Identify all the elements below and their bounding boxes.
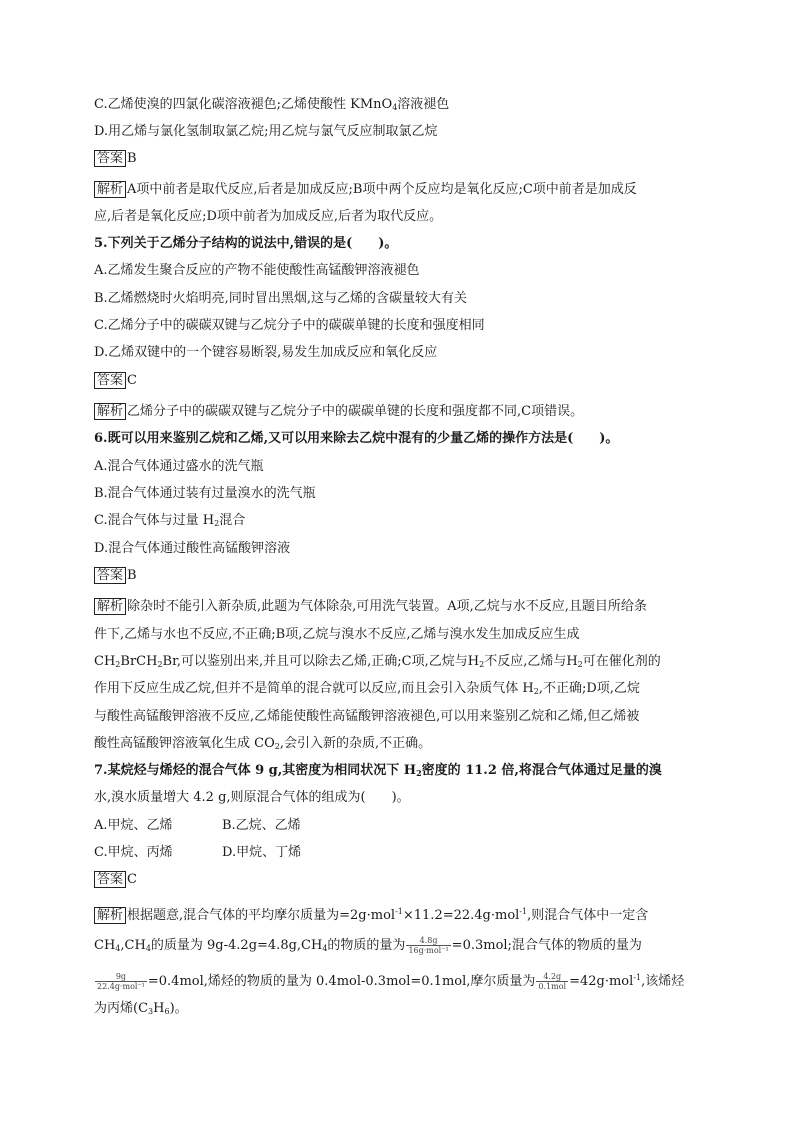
analysis-text: ×11.2=22.4g·mol — [402, 908, 520, 923]
fraction-numerator: 9g — [115, 972, 127, 981]
subscript: 4 — [392, 103, 398, 112]
analysis-text: 件下,乙烯与水也不反应,不正确;B项,乙烷与溴水不反应,乙烯与溴水发生加成反应生成 — [94, 627, 580, 642]
subscript: 2 — [533, 687, 539, 696]
analysis-text: 除杂时不能引入新杂质,此题为气体除杂,可用洗气装置。A项,乙烷与水不反应,且题目所给条 — [127, 599, 647, 614]
option-text: C.乙烯分子中的碳碳双键与乙烷分子中的碳碳单键的长度和强度相同 — [94, 318, 485, 333]
analysis-text: 乙烯分子中的碳碳双键与乙烷分子中的碳碳单键的长度和强度都不同,C项错误。 — [127, 404, 584, 419]
fraction-numerator: 4.8g — [419, 936, 438, 945]
question-7-answer — [94, 871, 700, 889]
option-text: A.甲烷、乙烯 — [94, 818, 173, 833]
answer-line — [94, 150, 700, 168]
analysis-text: ,则混合气体中一定含 — [527, 908, 649, 923]
answer-label: 答案 — [94, 567, 126, 584]
question-6-answer — [94, 567, 700, 585]
analysis-text: CH — [94, 938, 116, 953]
question-6-option-a — [94, 458, 700, 476]
answer-label: 答案 — [94, 372, 126, 389]
question-7-options-cd — [94, 844, 700, 862]
subscript: 2 — [577, 660, 583, 669]
analysis-label: 解析 — [94, 181, 126, 198]
question-6-analysis-cont — [94, 626, 700, 644]
option-text: A.乙烯发生聚合反应的产物不能使酸性高锰酸钾溶液褪色 — [94, 263, 420, 278]
subscript: 2 — [157, 660, 163, 669]
answer-value: B — [127, 151, 137, 166]
superscript: -1 — [519, 907, 528, 916]
fraction — [536, 972, 568, 991]
option-text: C.混合气体与过量 H — [94, 513, 215, 528]
analysis-text: 的物质的量为 — [327, 938, 406, 953]
question-6-analysis-cont — [94, 653, 700, 671]
analysis-text: 不反应,乙烯与H — [484, 654, 578, 669]
analysis-line — [94, 208, 700, 226]
question-text: 6.既可以用来鉴别乙烷和乙烯,又可以用来除去乙烷中混有的少量乙烯的操作方法是( )。 — [94, 431, 619, 446]
question-7-analysis-cont — [94, 1000, 700, 1018]
answer-label: 答案 — [94, 871, 126, 888]
question-text: 密度的 11.2 倍,将混合气体通过足量的溴 — [421, 763, 662, 778]
question-6-option-b — [94, 485, 700, 503]
question-7-analysis-cont — [94, 969, 700, 991]
subscript: 4 — [322, 944, 328, 953]
question-5-option-c — [94, 317, 700, 335]
superscript: -1 — [633, 973, 642, 982]
analysis-text: =42g·mol — [569, 974, 634, 989]
fraction — [406, 936, 450, 955]
subscript: 2 — [214, 519, 220, 528]
question-6-analysis-cont — [94, 680, 700, 698]
question-6-analysis-cont — [94, 735, 700, 753]
analysis-text: ,CH — [120, 938, 146, 953]
analysis-label: 解析 — [94, 403, 126, 420]
analysis-text: Br,可以鉴别出来,并且可以除去乙烯,正确;C项,乙烷与H — [162, 654, 480, 669]
analysis-text: 的质量为 9g-4.2g=4.8g,CH — [150, 938, 323, 953]
option-text: D.甲烷、丁烯 — [222, 845, 302, 860]
analysis-text: 为丙烯(C — [94, 1001, 149, 1016]
question-6-option-c — [94, 512, 700, 530]
answer-value: C — [127, 872, 137, 887]
fraction-numerator: 4.2g — [543, 972, 562, 981]
analysis-text: ,不正确;D项,乙烷 — [538, 681, 640, 696]
analysis-text: 作用下反应生成乙烷,但并不是简单的混合就可以反应,而且会引入杂质气体 H — [94, 681, 534, 696]
fraction-denominator: 16g·mol⁻¹ — [408, 946, 449, 955]
analysis-text: 与酸性高锰酸钾溶液不反应,乙烯能使酸性高锰酸钾溶液褪色,可以用来鉴别乙烷和乙烯,但乙烯被 — [94, 709, 640, 724]
analysis-text: =0.4mol,烯烃的物质的量为 0.4mol-0.3mol=0.1mol,摩尔质量为 — [147, 974, 536, 989]
analysis-text: H — [153, 1001, 165, 1016]
analysis-label: 解析 — [94, 598, 126, 615]
question-7-stem-cont — [94, 789, 700, 807]
superscript: -1 — [395, 907, 403, 916]
fraction-denominator: 0.1mol — [538, 982, 567, 991]
subscript: 2 — [274, 742, 280, 751]
option-text: 混合 — [219, 513, 246, 528]
option-text: B.混合气体通过装有过量溴水的洗气瓶 — [94, 486, 316, 501]
answer-label: 答案 — [94, 150, 126, 167]
question-7-stem — [94, 762, 700, 780]
option-text: D.混合气体通过酸性高锰酸钾溶液 — [94, 541, 291, 556]
option-text: 溶液褪色 — [397, 97, 450, 112]
option-c-line — [94, 96, 700, 114]
question-5-option-a — [94, 262, 700, 280]
answer-value: C — [127, 373, 137, 388]
analysis-label: 解析 — [94, 907, 126, 924]
question-5-option-b — [94, 290, 700, 308]
question-6-option-d — [94, 540, 700, 558]
question-7-options-ab — [94, 817, 700, 835]
subscript: 4 — [115, 944, 121, 953]
question-6-stem — [94, 430, 700, 448]
subscript: 4 — [145, 944, 151, 953]
fraction-denominator: 22.4g·mol⁻¹ — [97, 982, 145, 991]
option-text: B.乙烷、乙烯 — [222, 818, 301, 833]
question-text: 7.某烷烃与烯烃的混合气体 9 g,其密度为相同状况下 H — [94, 763, 417, 778]
subscript: 2 — [115, 660, 121, 669]
question-6-analysis-cont — [94, 708, 700, 726]
option-text: C.乙烯使溴的四氯化碳溶液褪色;乙烯使酸性 KMnO — [94, 97, 393, 112]
subscript: 3 — [148, 1007, 154, 1016]
analysis-text: )。 — [169, 1001, 188, 1016]
answer-value: B — [127, 568, 137, 583]
question-5-analysis — [94, 403, 700, 421]
subscript: 6 — [164, 1007, 170, 1016]
analysis-text: 酸性高锰酸钾溶液氧化生成 CO — [94, 736, 275, 751]
subscript: 2 — [479, 660, 485, 669]
option-text: A.混合气体通过盛水的洗气瓶 — [94, 459, 264, 474]
analysis-text: 应,后者是氧化反应;D项中前者为加成反应,后者为取代反应。 — [94, 209, 443, 224]
question-5-answer — [94, 372, 700, 390]
analysis-text: 根据题意,混合气体的平均摩尔质量为=2g·mol — [127, 908, 396, 923]
formula-text: BrCH — [120, 654, 158, 669]
analysis-text: =0.3mol;混合气体的物质的量为 — [451, 938, 642, 953]
question-7-analysis-cont — [94, 936, 700, 954]
option-text: B.乙烯燃烧时火焰明亮,同时冒出黑烟,这与乙烯的含碳量较大有关 — [94, 291, 467, 306]
question-7-analysis — [94, 903, 700, 921]
subscript: 2 — [416, 768, 422, 778]
question-text: 水,溴水质量增大 4.2 g,则原混合气体的组成为( )。 — [94, 790, 410, 805]
question-5-stem — [94, 235, 700, 253]
question-6-analysis — [94, 598, 700, 616]
option-text: D.用乙烯与氯化氢制取氯乙烷;用乙烷与氯气反应制取氯乙烷 — [94, 124, 438, 139]
analysis-text: ,该烯烃 — [641, 974, 685, 989]
option-text: C.甲烷、丙烯 — [94, 845, 173, 860]
option-d-line — [94, 123, 700, 141]
analysis-text: ,会引入新的杂质,不正确。 — [279, 736, 432, 751]
formula-text: CH — [94, 654, 116, 669]
question-text: 5.下列关于乙烯分子结构的说法中,错误的是( )。 — [94, 236, 398, 251]
question-5-option-d — [94, 344, 700, 362]
analysis-line — [94, 181, 700, 199]
fraction — [95, 972, 147, 991]
analysis-text: A项中前者是取代反应,后者是加成反应;B项中两个反应均是氧化反应;C项中前者是加成反 — [127, 182, 637, 197]
option-text: D.乙烯双键中的一个键容易断裂,易发生加成反应和氧化反应 — [94, 345, 438, 360]
analysis-text: 可在催化剂的 — [582, 654, 661, 669]
